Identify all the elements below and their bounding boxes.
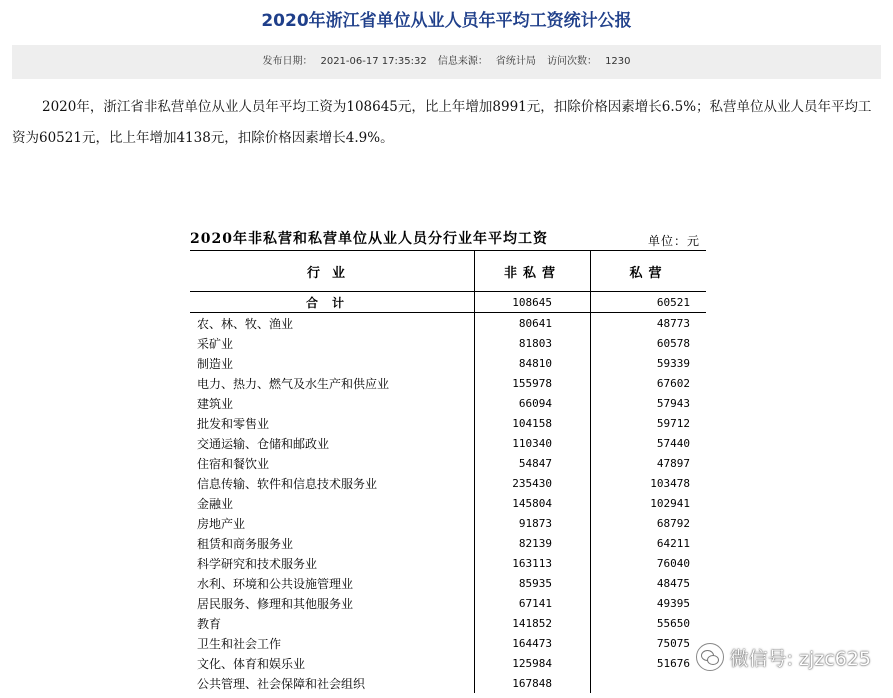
header-private: 私营	[590, 251, 706, 291]
nonprivate-cell: 110340	[474, 433, 590, 453]
nonprivate-cell: 155978	[474, 373, 590, 393]
table-row	[190, 433, 706, 453]
table-row	[190, 393, 706, 413]
private-cell: 75075	[590, 633, 706, 653]
industry-cell: 批发和零售业	[197, 416, 270, 431]
industry-cell: 教育	[197, 616, 222, 631]
header-industry: 行业	[306, 265, 357, 281]
nonprivate-cell: 164473	[474, 633, 590, 653]
table-row	[190, 493, 706, 513]
industry-cell: 水利、环境和公共设施管理业	[197, 576, 354, 591]
industry-cell: 租赁和商务服务业	[197, 536, 294, 551]
nonprivate-cell: 81803	[474, 333, 590, 353]
industry-cell: 卫生和社会工作	[197, 636, 282, 651]
header-nonprivate: 非私营	[474, 251, 590, 291]
table-row	[190, 513, 706, 533]
industry-cell: 住宿和餐饮业	[197, 456, 270, 471]
nonprivate-cell: 141852	[474, 613, 590, 633]
wechat-watermark	[696, 642, 871, 672]
private-cell: 59339	[590, 353, 706, 373]
industry-cell: 电力、热力、燃气及水生产和供应业	[197, 376, 390, 391]
industry-cell: 金融业	[197, 496, 234, 511]
table-title-text: 2020年非私营和私营单位从业人员分行业年平均工资	[190, 231, 548, 247]
private-cell: 102941	[590, 493, 706, 513]
table-row	[190, 473, 706, 493]
private-cell: 67602	[590, 373, 706, 393]
table-row	[190, 453, 706, 473]
private-cell: 47897	[590, 453, 706, 473]
private-cell: 57440	[590, 433, 706, 453]
visits-label: 访问次数：	[547, 56, 598, 67]
industry-cell: 建筑业	[197, 396, 234, 411]
nonprivate-cell: 84810	[474, 353, 590, 373]
watermark-text: 微信号: zjzc625	[729, 647, 871, 670]
intro-paragraph: 2020年，浙江省非私营单位从业人员年平均工资为108645元，比上年增加8991元，扣除价格因素增长6.5%；私营单位从业人员年平均工资为60521元，比上年增加4138元，扣除价格因素增长4.9%。	[12, 99, 872, 146]
total-label: 合计	[305, 295, 358, 310]
industry-cell: 采矿业	[197, 336, 234, 351]
table-row	[190, 533, 706, 553]
private-cell: 68792	[590, 513, 706, 533]
table-unit: 单位：元	[647, 234, 700, 248]
industry-cell: 文化、体育和娱乐业	[197, 656, 306, 671]
source: 省统计局	[495, 56, 536, 67]
industry-cell: 科学研究和技术服务业	[197, 556, 318, 571]
table-row	[190, 413, 706, 433]
table-row	[190, 373, 706, 393]
industry-cell: 房地产业	[197, 516, 246, 531]
nonprivate-cell: 145804	[474, 493, 590, 513]
wage-table	[190, 228, 706, 693]
table-row-total	[190, 292, 706, 313]
article-meta	[12, 45, 881, 79]
wechat-icon	[696, 643, 724, 671]
publish-date: 2021-06-17 17:35:32	[320, 56, 427, 67]
table-row	[190, 573, 706, 593]
industry-cell: 公共管理、社会保障和社会组织	[197, 676, 366, 691]
industry-cell: 农、林、牧、渔业	[197, 316, 294, 331]
table-row	[190, 313, 706, 333]
nonprivate-cell: 167848	[474, 673, 590, 693]
industry-cell: 信息传输、软件和信息技术服务业	[197, 476, 378, 491]
private-cell: 60578	[590, 333, 706, 353]
table-body	[190, 313, 706, 693]
nonprivate-cell: 104158	[474, 413, 590, 433]
table-row	[190, 353, 706, 373]
nonprivate-cell: 235430	[474, 473, 590, 493]
visits-count: 1230	[605, 56, 631, 67]
table-row	[190, 673, 706, 693]
private-cell: 49395	[590, 593, 706, 613]
private-cell: 51676	[590, 653, 706, 673]
table-row	[190, 653, 706, 673]
table-row	[190, 613, 706, 633]
private-cell: 48475	[590, 573, 706, 593]
table-row	[190, 633, 706, 653]
page-title: 2020年浙江省单位从业人员年平均工资统计公报	[261, 11, 632, 31]
table-row	[190, 333, 706, 353]
private-cell: 76040	[590, 553, 706, 573]
source-label: 信息来源：	[437, 56, 488, 67]
total-nonprivate: 108645	[474, 292, 590, 312]
industry-cell: 居民服务、修理和其他服务业	[197, 596, 354, 611]
table-header	[190, 250, 706, 292]
private-cell	[590, 673, 706, 693]
private-cell: 57943	[590, 393, 706, 413]
private-cell: 55650	[590, 613, 706, 633]
nonprivate-cell: 66094	[474, 393, 590, 413]
total-private: 60521	[590, 292, 706, 312]
table-row	[190, 593, 706, 613]
nonprivate-cell: 85935	[474, 573, 590, 593]
private-cell: 48773	[590, 313, 706, 333]
nonprivate-cell: 125984	[474, 653, 590, 673]
nonprivate-cell: 80641	[474, 313, 590, 333]
private-cell: 103478	[590, 473, 706, 493]
industry-cell: 交通运输、仓储和邮政业	[197, 436, 330, 451]
nonprivate-cell: 163113	[474, 553, 590, 573]
table-row	[190, 553, 706, 573]
private-cell: 59712	[590, 413, 706, 433]
nonprivate-cell: 91873	[474, 513, 590, 533]
table-title	[190, 228, 706, 250]
industry-cell: 制造业	[197, 356, 234, 371]
nonprivate-cell: 54847	[474, 453, 590, 473]
nonprivate-cell: 67141	[474, 593, 590, 613]
publish-date-label: 发布日期：	[262, 56, 313, 67]
nonprivate-cell: 82139	[474, 533, 590, 553]
private-cell: 64211	[590, 533, 706, 553]
